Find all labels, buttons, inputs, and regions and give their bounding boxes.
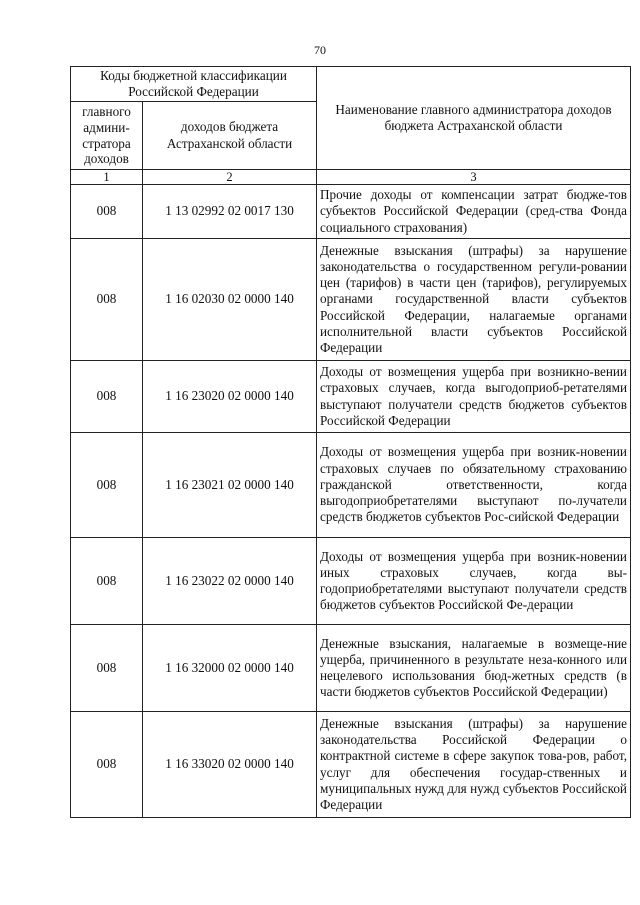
admin-code-cell: 008: [71, 625, 143, 712]
page-number: 70: [314, 43, 326, 57]
income-name-cell: Прочие доходы от компенсации затрат бюдже-тов субъектов Российской Федерации (сред-ства Фонда социального страхования): [317, 185, 631, 239]
income-name-cell: Денежные взыскания (штрафы) за нарушение законодательства о государственном регули-ровании цен (тарифов) в части цен (тарифов), регулируемых органами государственной власти субъектов Российской Федерации, налагаемые органами исполнительной власти субъектов Российской Федерации: [317, 239, 631, 361]
table-row: [71, 625, 631, 712]
table-row: [71, 433, 631, 538]
income-code-cell: 1 16 23020 02 0000 140: [143, 361, 317, 433]
header-row-group: [71, 67, 631, 102]
column-number-2: 2: [143, 170, 317, 185]
column-numbers-row: [71, 170, 631, 185]
income-code-cell: 1 16 23021 02 0000 140: [143, 433, 317, 538]
admin-code-cell: 008: [71, 185, 143, 239]
income-name-cell: Денежные взыскания, налагаемые в возмеще-ние ущерба, причиненного в результате неза-конного или нецелевого использования бюд-жетных средств (в части бюджетов субъектов Российской Федерации): [317, 625, 631, 712]
column-number-1: 1: [71, 170, 143, 185]
header-classification-codes: Коды бюджетной классификации Российской Федерации: [71, 67, 317, 102]
column-number-3: 3: [317, 170, 631, 185]
income-name-cell: Доходы от возмещения ущерба при возник-новении иных страховых случаев, когда вы-годоприобретателями выступают получатели средств бюджетов субъектов Российской Фе-дерации: [317, 538, 631, 625]
header-regional-income: доходов бюджета Астраханской области: [143, 102, 317, 170]
admin-code-cell: 008: [71, 538, 143, 625]
income-code-cell: 1 16 32000 02 0000 140: [143, 625, 317, 712]
admin-code-cell: 008: [71, 433, 143, 538]
income-name-cell: Доходы от возмещения ущерба при возникно-вении страховых случаев, когда выгодоприоб-ретателями выступают получатели средств бюджетов субъектов Российской Федерации: [317, 361, 631, 433]
admin-code-cell: 008: [71, 361, 143, 433]
header-main-administrator: главного админи-стратора доходов: [71, 102, 143, 170]
income-code-cell: 1 16 33020 02 0000 140: [143, 712, 317, 818]
table-row: [71, 712, 631, 818]
table-row: [71, 361, 631, 433]
budget-codes-table: [70, 66, 631, 818]
income-name-cell: Доходы от возмещения ущерба при возник-новении страховых случаев по обязательному страхованию гражданской ответственности, когда выгодоприобретателями выступают по-лучатели средств бюджетов субъектов Рос-сийской Федерации: [317, 433, 631, 538]
header-administrator-name: Наименование главного администратора доходов бюджета Астраханской области: [317, 67, 631, 170]
income-name-cell: Денежные взыскания (штрафы) за нарушение законодательства Российской Федерации о контрактной системе в сфере закупок това-ров, работ, услуг для обеспечения государ-ственных и муниципальных нужд для нужд субъектов Российской Федерации: [317, 712, 631, 818]
table-row: [71, 185, 631, 239]
income-code-cell: 1 16 23022 02 0000 140: [143, 538, 317, 625]
table-row: [71, 538, 631, 625]
admin-code-cell: 008: [71, 239, 143, 361]
income-code-cell: 1 13 02992 02 0017 130: [143, 185, 317, 239]
admin-code-cell: 008: [71, 712, 143, 818]
income-code-cell: 1 16 02030 02 0000 140: [143, 239, 317, 361]
table-row: [71, 239, 631, 361]
